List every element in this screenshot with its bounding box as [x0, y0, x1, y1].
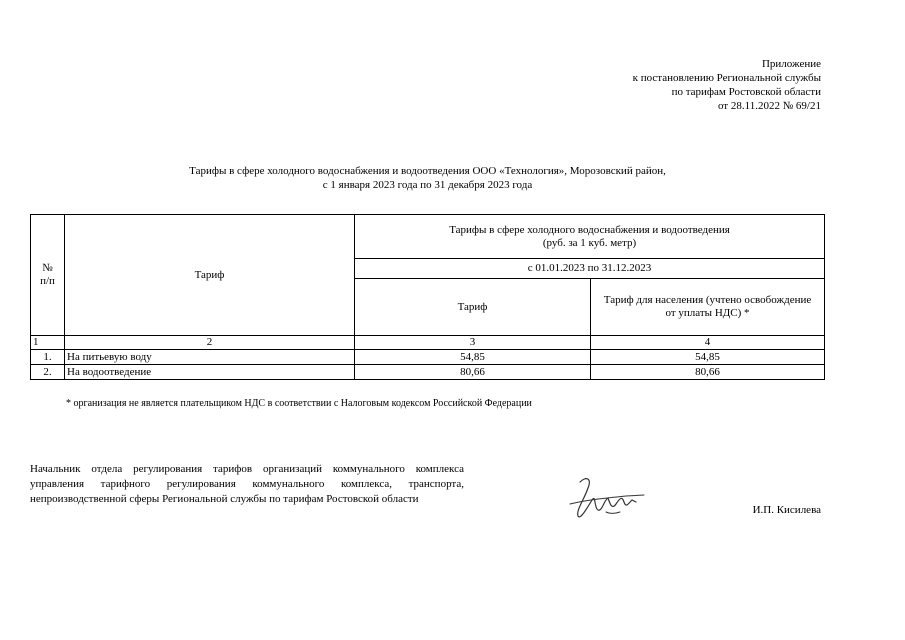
col-number: 4	[591, 336, 825, 350]
row-number: 1.	[31, 350, 65, 365]
tariff-table	[30, 214, 825, 380]
appendix-header	[633, 57, 821, 113]
appendix-line: по тарифам Ростовской области	[671, 86, 821, 98]
tariff-header: Тариф	[65, 215, 355, 336]
title-line: с 1 января 2023 года по 31 декабря 2023 года	[322, 179, 533, 191]
col-number: 1	[31, 336, 65, 350]
row-population-tariff: 54,85	[591, 350, 825, 365]
appendix-line: от 28.11.2022 № 69/21	[717, 100, 821, 112]
row-name: На водоотведение	[65, 365, 355, 380]
row-tariff: 80,66	[355, 365, 591, 380]
column-number-row	[31, 336, 825, 350]
table-row	[31, 365, 825, 380]
period-header: с 01.01.2023 по 31.12.2023	[355, 259, 825, 279]
group-header: Тарифы в сфере холодного водоснабжения и водоотведения (руб. за 1 куб. метр)	[355, 215, 825, 259]
num-header: № п/п	[31, 215, 65, 336]
col-number: 3	[355, 336, 591, 350]
col4-header: Тариф для населения (учтено освобождение от уплаты НДС) *	[591, 279, 825, 336]
signer-name: И.П. Кисилева	[752, 504, 821, 516]
appendix-line: Приложение	[761, 58, 821, 70]
title-line: Тарифы в сфере холодного водоснабжения и водоотведения ООО «Технология», Морозовский район,	[189, 165, 666, 177]
col-number: 2	[65, 336, 355, 350]
appendix-line: к постановлению Региональной службы	[632, 72, 821, 84]
col3-header: Тариф	[355, 279, 591, 336]
row-number: 2.	[31, 365, 65, 380]
row-population-tariff: 80,66	[591, 365, 825, 380]
signer-position: Начальник отдела регулирования тарифов организаций коммунального комплекса управления тарифного регулирования коммунального комплекса, транспорта, непроизводственной сферы Региональной службы по тарифам Ростовской области	[30, 463, 464, 505]
row-tariff: 54,85	[355, 350, 591, 365]
footnote: * организация не является плательщиком НДС в соответствии с Налоговым кодексом Российской Федерации	[66, 398, 532, 409]
document-title	[0, 164, 855, 192]
row-name: На питьевую воду	[65, 350, 355, 365]
table-row	[31, 350, 825, 365]
handwritten-signature	[566, 470, 656, 526]
